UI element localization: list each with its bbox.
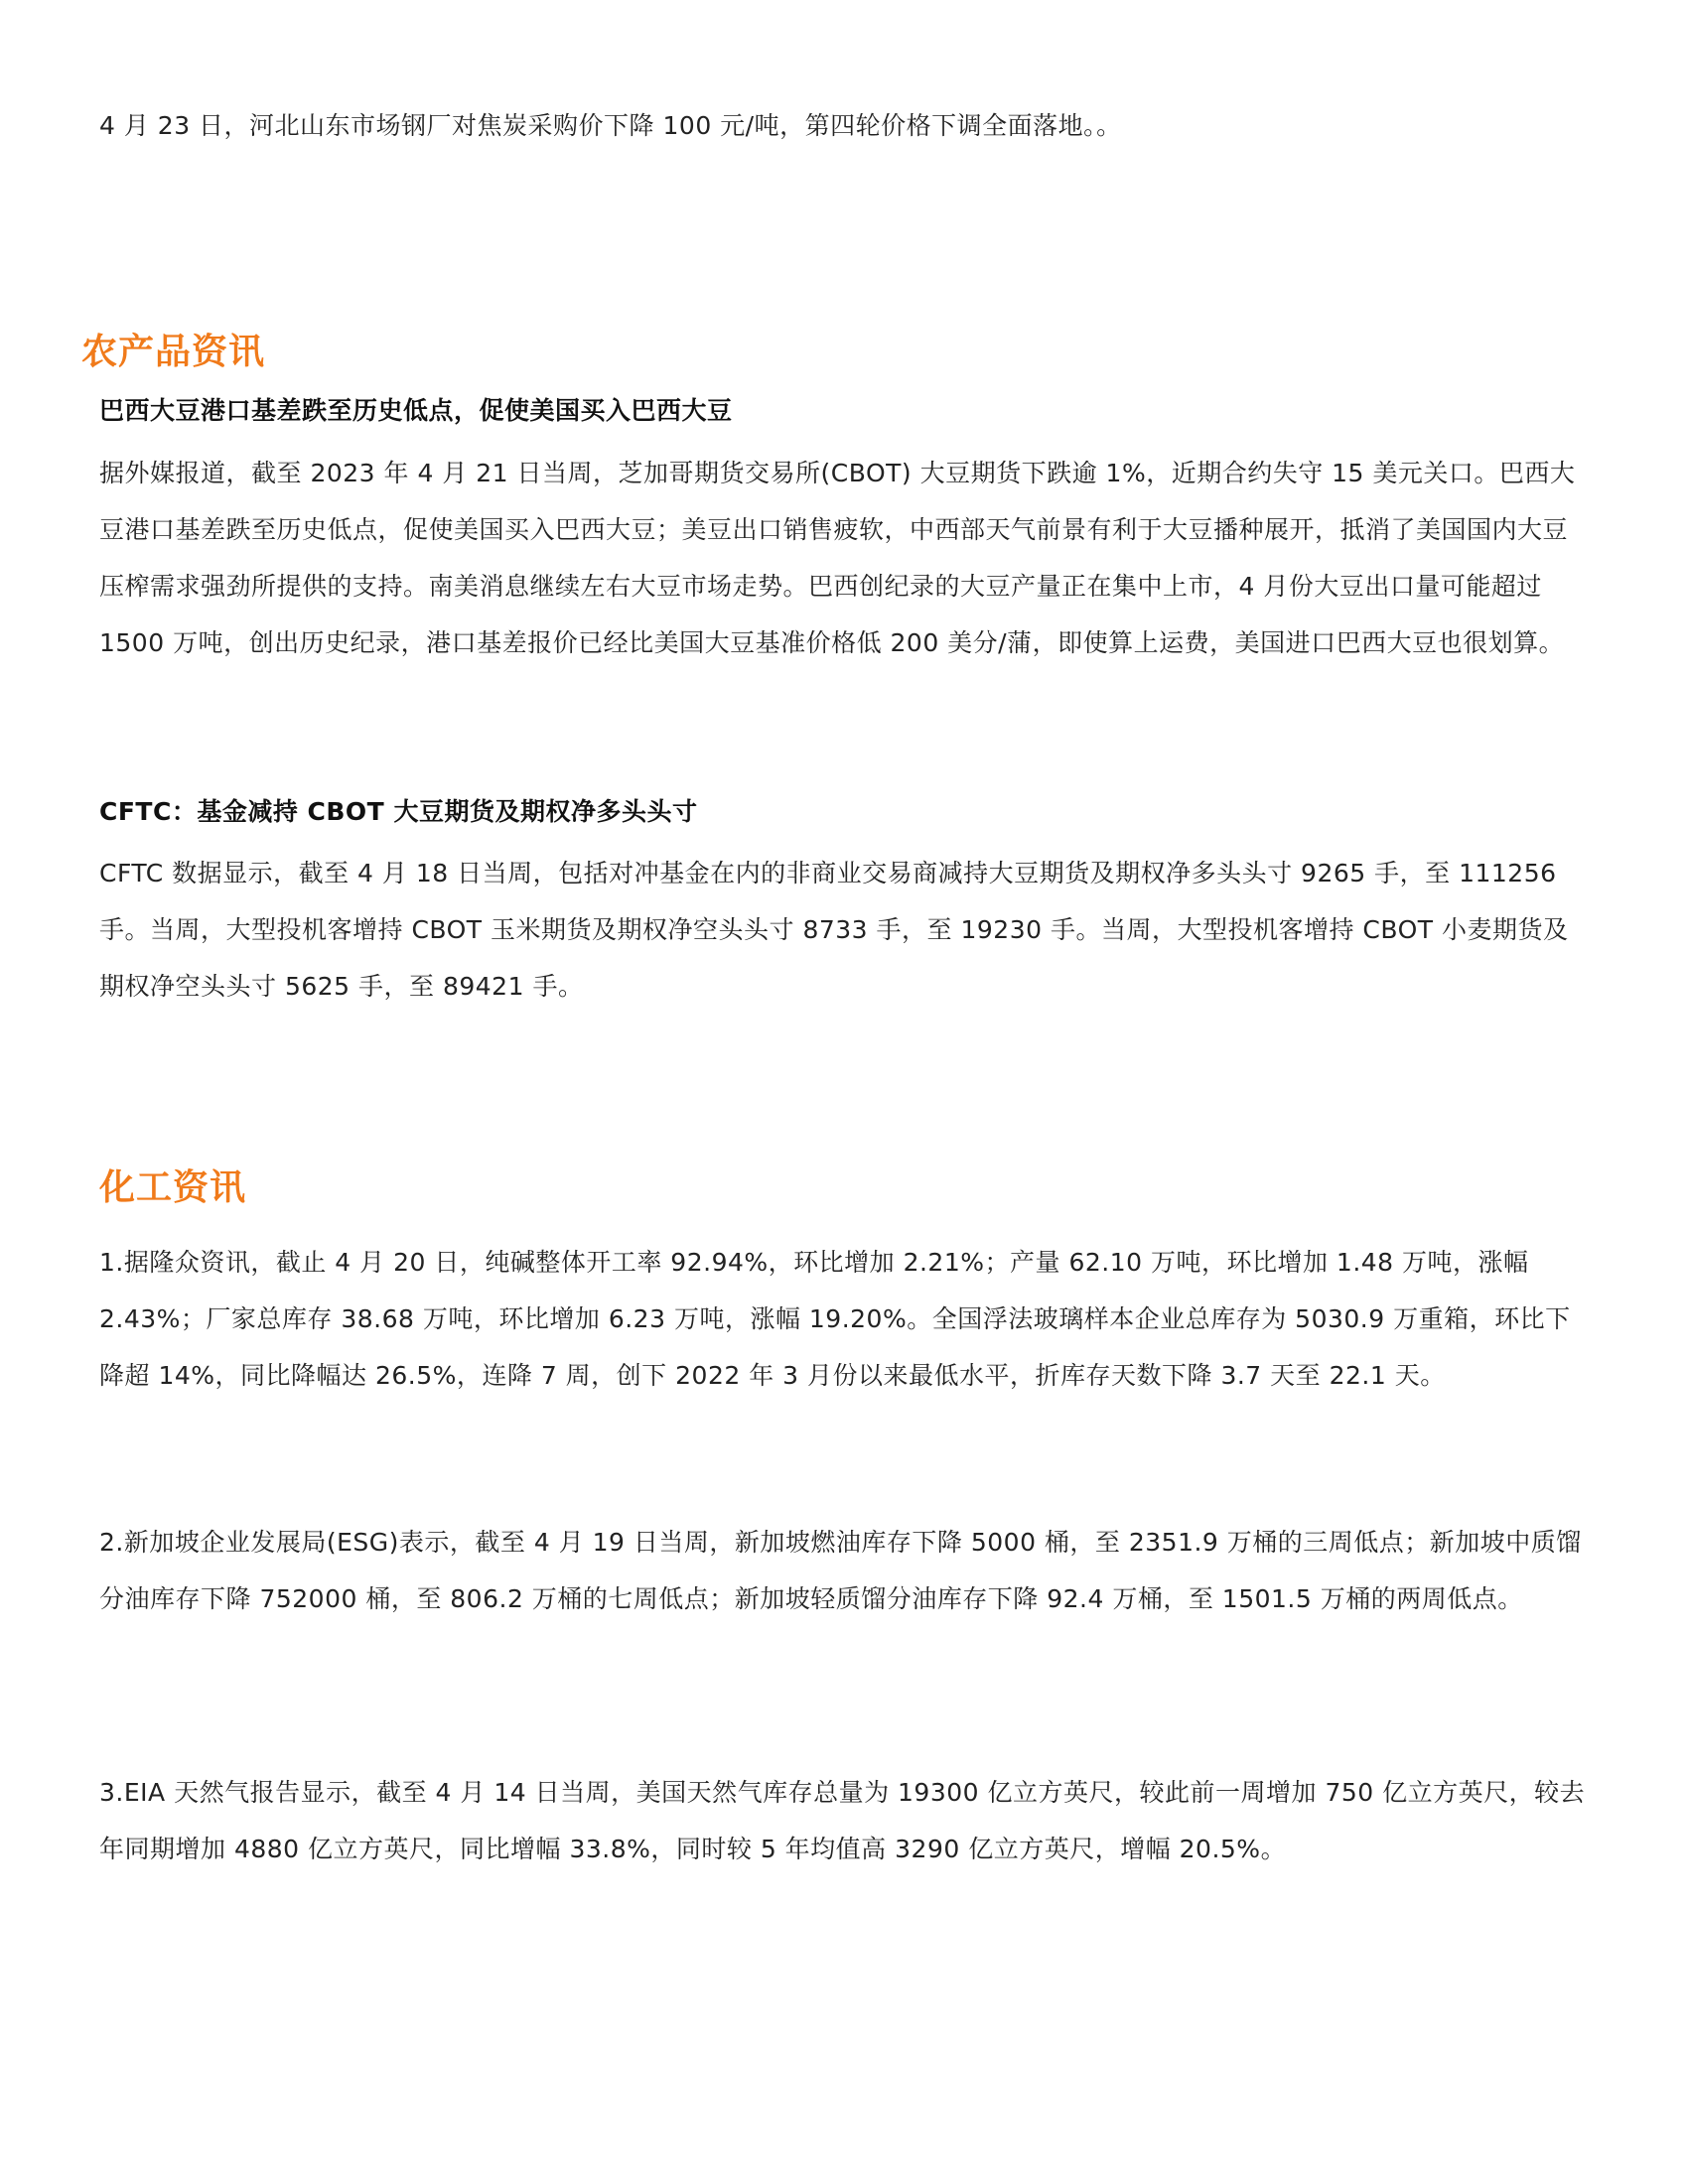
agri-section-title: 农产品资讯 [81,332,266,372]
chem-item-3: 3.EIA 天然气报告显示，截至 4 月 14 日当周，美国天然气库存总量为 19300 亿立方英尺，较此前一周增加 750 亿立方英尺，较去年同期增加 4880 亿立方英尺，同比增幅 33.8%，同时较 5 年均值高 3290 亿立方英尺，增幅 20.5%。 [99,1778,1586,1863]
agri-article-1-title: 巴西大豆港口基差跌至历史低点，促使美国买入巴西大豆 [99,396,733,425]
chem-item-1: 1.据隆众资讯，截止 4 月 20 日，纯碱整体开工率 92.94%，环比增加 2.21%；产量 62.10 万吨，环比增加 1.48 万吨，涨幅 2.43%；厂家总库存 38.68 万吨，环比增加 6.23 万吨，涨幅 19.20%。全国浮法玻璃样本企业总库存为 5030.9 万重箱，环比下降超 14%，同比降幅达 26.5%，连降 7 周，创下 2022 年 3 月份以来最低水平，折库存天数下降 3.7 天至 22.1 天。 [99,1248,1571,1390]
chem-item-2: 2.新加坡企业发展局(ESG)表示，截至 4 月 19 日当周，新加坡燃油库存下降 5000 桶，至 2351.9 万桶的三周低点；新加坡中质馏分油库存下降 752000 桶，至 806.2 万桶的七周低点；新加坡轻质馏分油库存下降 92.4 万桶，至 1501.5 万桶的两周低点。 [99,1528,1582,1613]
agri-article-2-body: CFTC 数据显示，截至 4 月 18 日当周，包括对冲基金在内的非商业交易商减持大豆期货及期权净多头头寸 9265 手，至 111256 手。当周，大型投机客增持 CBOT 玉米期货及期权净空头头寸 8733 手，至 19230 手。当周，大型投机客增持 CBOT 小麦期货及期权净空头头寸 5625 手，至 89421 手。 [99,859,1569,1001]
agri-article-2-title: CFTC：基金减持 CBOT 大豆期货及期权净多头头寸 [99,797,698,826]
agri-article-1-body: 据外媒报道，截至 2023 年 4 月 21 日当周，芝加哥期货交易所(CBOT) 大豆期货下跌逾 1%，近期合约失守 15 美元关口。巴西大豆港口基差跌至历史低点，促使美国买入巴西大豆；美豆出口销售疲软，中西部天气前景有利于大豆播种展开，抵消了美国国内大豆压榨需求强劲所提供的支持。南美消息继续左右大豆市场走势。巴西创纪录的大豆产量正在集中上市，4 月份大豆出口量可能超过 1500 万吨，创出历史纪录，港口基差报价已经比美国大豆基准价格低 200 美分/蒲，即使算上运费，美国进口巴西大豆也很划算。 [99,459,1576,657]
chem-section-title: 化工资讯 [99,1167,247,1208]
intro-paragraph: 4 月 23 日，河北山东市场钢厂对焦炭采购价下降 100 元/吨，第四轮价格下调全面落地。。 [99,111,1122,140]
